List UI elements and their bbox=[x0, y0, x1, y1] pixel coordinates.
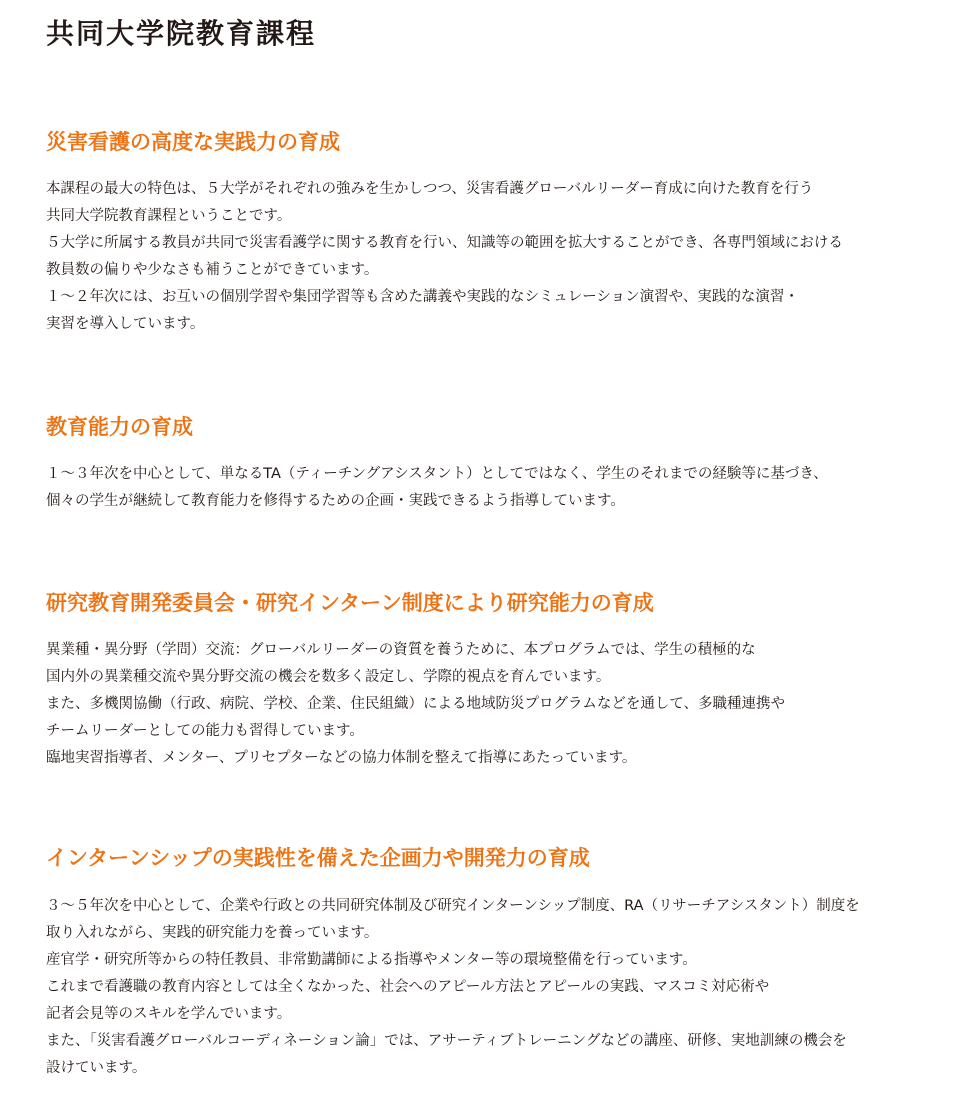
text-line: ３～５年次を中心として、企業や行政との共同研究体制及び研究インターンシップ制度、RA（リサーチアシスタント）制度を bbox=[46, 898, 860, 914]
section-body-disaster-nursing bbox=[46, 176, 936, 338]
text-line: 記者会見等のスキルを学んでいます。 bbox=[46, 1006, 292, 1022]
text-line: 産官学・研究所等からの特任教員、非常勤講師による指導やメンター等の環境整備を行っています。 bbox=[46, 952, 697, 968]
section-heading-disaster-nursing: 災害看護の高度な実践力の育成 bbox=[46, 130, 340, 154]
text-line: 個々の学生が継続して教育能力を修得するための企画・実践できるよう指導しています。 bbox=[46, 493, 625, 509]
text-line: 臨地実習指導者、メンター、プリセプターなどの協力体制を整えて指導にあたっています。 bbox=[46, 750, 637, 766]
text-line: 国内外の異業種交流や異分野交流の機会を数多く設定し、学際的視点を育んでいます。 bbox=[46, 669, 611, 685]
page-title: 共同大学院教育課程 bbox=[46, 17, 317, 50]
section-heading-research-ability: 研究教育開発委員会・研究インターン制度により研究能力の育成 bbox=[46, 591, 654, 615]
section-heading-teaching-ability: 教育能力の育成 bbox=[46, 415, 193, 439]
section-body-internship bbox=[46, 893, 936, 1082]
text-line: ５大学に所属する教員が共同で災害看護学に関する教育を行い、知識等の範囲を拡大することができ、各専門領域における bbox=[46, 235, 843, 251]
text-line: 本課程の最大の特色は、５大学がそれぞれの強みを生かしつつ、災害看護グローバルリーダー育成に向けた教育を行う bbox=[46, 181, 814, 197]
text-line: 取り入れながら、実践的研究能力を養っています。 bbox=[46, 925, 379, 941]
text-line: また、多機関協働（行政、病院、学校、企業、住民組織）による地域防災プログラムなどを通して、多職種連携や bbox=[46, 696, 786, 712]
text-line: １～２年次には、お互いの個別学習や集団学習等も含めた講義や実践的なシミュレーション演習や、実践的な演習・ bbox=[46, 289, 799, 305]
section-heading-internship: インターンシップの実践性を備えた企画力や開発力の育成 bbox=[46, 846, 590, 870]
text-line: また、「災害看護グローバルコーディネーション論」では、アサーティブトレーニングなどの講座、研修、実地訓練の機会を bbox=[46, 1033, 847, 1049]
section-body-research-ability bbox=[46, 637, 936, 772]
text-line: これまで看護職の教育内容としては全くなかった、社会へのアピール方法とアピールの実践、マスコミ対応術や bbox=[46, 979, 770, 995]
text-line: 実習を導入しています。 bbox=[46, 316, 205, 332]
text-line: 設けています。 bbox=[46, 1060, 147, 1076]
section-body-teaching-ability bbox=[46, 461, 936, 515]
text-line: 共同大学院教育課程ということです。 bbox=[46, 208, 292, 224]
text-line: チームリーダーとしての能力も習得しています。 bbox=[46, 723, 364, 739]
text-line: 異業種・異分野（学問）交流：グローバルリーダーの資質を養うために、本プログラムでは、学生の積極的な bbox=[46, 642, 756, 658]
text-line: １～３年次を中心として、単なるTA（ティーチングアシスタント）としてではなく、学生のそれまでの経験等に基づき、 bbox=[46, 466, 828, 482]
text-line: 教員数の偏りや少なさも補うことができています。 bbox=[46, 262, 379, 278]
